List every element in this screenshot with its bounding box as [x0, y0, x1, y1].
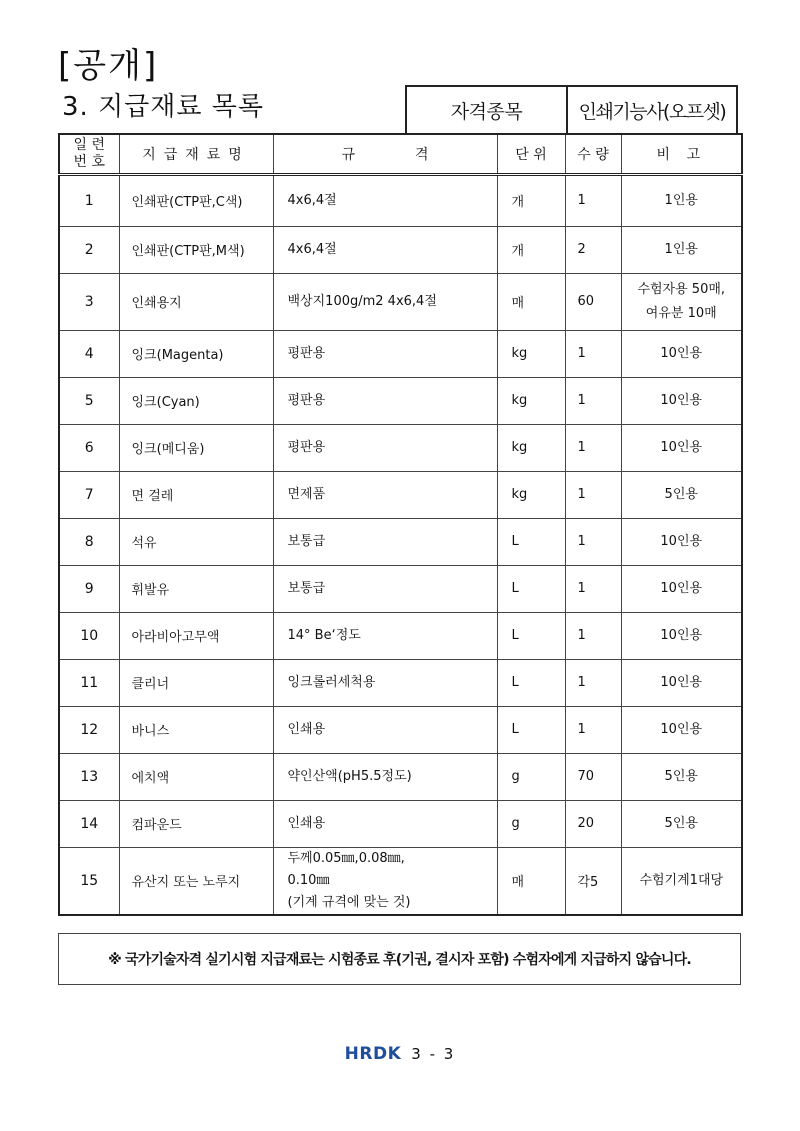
header-serial-no-line1: 일 련 [73, 136, 105, 153]
header-serial-no-line2: 번 호 [73, 153, 105, 170]
row-spec: 평판용 [273, 330, 497, 377]
row-name: 석유 [119, 518, 273, 565]
row-spec: 잉크롤러세척용 [273, 659, 497, 706]
row-unit: L [497, 518, 565, 565]
row-no: 2 [59, 226, 119, 273]
header-note: 비 고 [621, 134, 742, 174]
row-unit: 개 [497, 174, 565, 226]
row-unit: kg [497, 424, 565, 471]
row-qty: 1 [565, 565, 621, 612]
row-note: 1인용 [621, 174, 742, 226]
row-note: 5인용 [621, 800, 742, 847]
row-name: 인쇄판(CTP판,C색) [119, 174, 273, 226]
table-header-row [59, 134, 742, 174]
row-unit: 매 [497, 847, 565, 915]
row-note: 10인용 [621, 565, 742, 612]
row-unit: kg [497, 377, 565, 424]
row-qty: 70 [565, 753, 621, 800]
row-name: 컴파운드 [119, 800, 273, 847]
row-spec: 백상지100g/m2 4x6,4절 [273, 273, 497, 330]
row-qty: 1 [565, 659, 621, 706]
table-row [59, 226, 742, 273]
row-unit: 개 [497, 226, 565, 273]
row-no: 8 [59, 518, 119, 565]
row-qty: 20 [565, 800, 621, 847]
row-qty: 60 [565, 273, 621, 330]
row-note [621, 273, 742, 330]
row-qty: 각5 [565, 847, 621, 915]
row-note-line1: 수험자용 50매, [637, 281, 726, 297]
row-no: 1 [59, 174, 119, 226]
table-row [59, 471, 742, 518]
row-unit: L [497, 659, 565, 706]
row-note: 10인용 [621, 612, 742, 659]
row-unit: kg [497, 471, 565, 518]
row-unit: L [497, 706, 565, 753]
row-note: 수험기계1대당 [621, 847, 742, 915]
table-row [59, 800, 742, 847]
row-spec: 평판용 [273, 424, 497, 471]
table-row [59, 565, 742, 612]
table-row [59, 330, 742, 377]
table-row [59, 424, 742, 471]
row-note: 10인용 [621, 330, 742, 377]
row-name: 에치액 [119, 753, 273, 800]
row-qty: 1 [565, 471, 621, 518]
row-qty: 1 [565, 174, 621, 226]
hrdk-logo: HRDK [344, 1044, 402, 1064]
row-note: 10인용 [621, 659, 742, 706]
row-spec: 4x6,4절 [273, 174, 497, 226]
row-unit: L [497, 565, 565, 612]
row-spec: 4x6,4절 [273, 226, 497, 273]
materials-table [58, 133, 743, 916]
row-spec: 인쇄용 [273, 706, 497, 753]
header-qty: 수 량 [565, 134, 621, 174]
row-spec: 면제품 [273, 471, 497, 518]
table-row [59, 847, 742, 915]
row-qty: 1 [565, 518, 621, 565]
header-spec: 규격 [273, 134, 497, 174]
document-tag: [공개] [58, 46, 159, 86]
row-name: 유산지 또는 노루지 [119, 847, 273, 915]
row-note: 10인용 [621, 377, 742, 424]
row-name: 면 걸레 [119, 471, 273, 518]
row-qty: 1 [565, 706, 621, 753]
row-spec: 인쇄용 [273, 800, 497, 847]
footer [0, 1044, 800, 1064]
page-number: 3 - 3 [411, 1045, 456, 1063]
table-row [59, 174, 742, 226]
row-note: 1인용 [621, 226, 742, 273]
row-qty: 1 [565, 612, 621, 659]
row-note: 5인용 [621, 753, 742, 800]
row-unit: g [497, 800, 565, 847]
row-note: 5인용 [621, 471, 742, 518]
row-note: 10인용 [621, 706, 742, 753]
row-no: 14 [59, 800, 119, 847]
notice-box: ※ 국가기술자격 실기시험 지급재료는 시험종료 후(기권, 결시자 포함) 수험자에게 지급하지 않습니다. [58, 933, 741, 985]
section-title: 3. 지급재료 목록 [62, 92, 265, 122]
row-spec-line3: (기계 규격에 맞는 것) [287, 894, 411, 910]
table-row [59, 706, 742, 753]
row-note: 10인용 [621, 518, 742, 565]
row-name: 휘발유 [119, 565, 273, 612]
qualification-label: 자격종목 [407, 87, 568, 133]
row-no: 3 [59, 273, 119, 330]
row-spec-line1: 두께0.05㎜,0.08㎜, [287, 850, 405, 866]
table-row [59, 377, 742, 424]
table-row [59, 612, 742, 659]
row-no: 15 [59, 847, 119, 915]
row-unit: L [497, 612, 565, 659]
row-spec: 보통급 [273, 565, 497, 612]
row-unit: kg [497, 330, 565, 377]
row-unit: 매 [497, 273, 565, 330]
row-no: 9 [59, 565, 119, 612]
header-unit: 단 위 [497, 134, 565, 174]
row-no: 6 [59, 424, 119, 471]
row-spec [273, 847, 497, 915]
row-spec: 평판용 [273, 377, 497, 424]
row-note-line2: 여유분 10매 [645, 305, 717, 321]
row-name: 잉크(Magenta) [119, 330, 273, 377]
table-row [59, 518, 742, 565]
row-spec: 14° Be‘정도 [273, 612, 497, 659]
row-name: 바니스 [119, 706, 273, 753]
row-unit: g [497, 753, 565, 800]
row-no: 11 [59, 659, 119, 706]
row-spec-line2: 0.10㎜ [287, 872, 330, 888]
row-name: 인쇄용지 [119, 273, 273, 330]
row-qty: 2 [565, 226, 621, 273]
row-spec: 보통급 [273, 518, 497, 565]
header-material-name: 지급재료명 [119, 134, 273, 174]
qualification-box [405, 85, 738, 133]
row-name: 인쇄판(CTP판,M색) [119, 226, 273, 273]
row-note: 10인용 [621, 424, 742, 471]
row-name: 잉크(메디움) [119, 424, 273, 471]
row-no: 7 [59, 471, 119, 518]
header-serial-no [59, 134, 119, 174]
table-row [59, 273, 742, 330]
qualification-value: 인쇄기능사(오프셋) [578, 100, 726, 123]
row-no: 4 [59, 330, 119, 377]
row-spec: 약인산액(pH5.5정도) [273, 753, 497, 800]
row-no: 5 [59, 377, 119, 424]
row-qty: 1 [565, 330, 621, 377]
row-qty: 1 [565, 424, 621, 471]
row-name: 아라비아고무액 [119, 612, 273, 659]
row-no: 12 [59, 706, 119, 753]
table-row [59, 753, 742, 800]
row-no: 10 [59, 612, 119, 659]
row-name: 잉크(Cyan) [119, 377, 273, 424]
row-qty: 1 [565, 377, 621, 424]
table-row [59, 659, 742, 706]
row-name: 클리너 [119, 659, 273, 706]
row-no: 13 [59, 753, 119, 800]
